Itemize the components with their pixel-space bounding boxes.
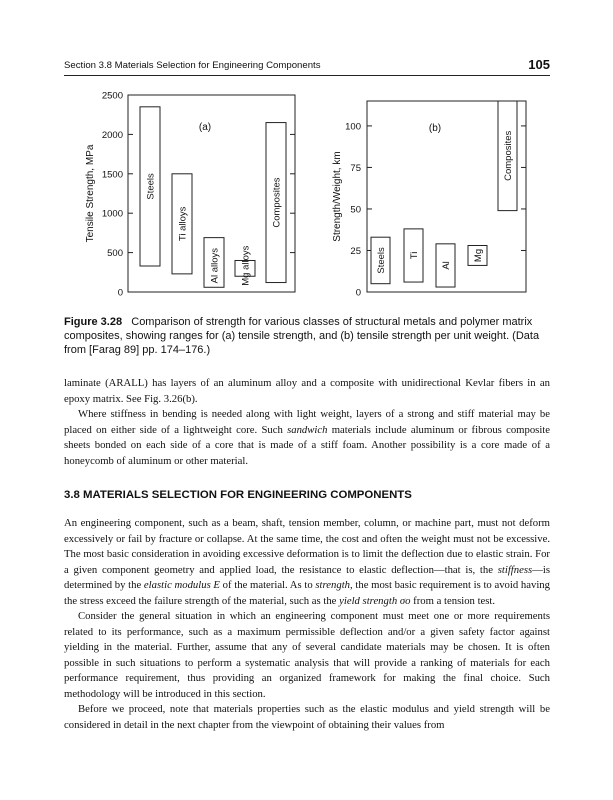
- bar-category-label: Mg: [473, 248, 484, 263]
- bar-category-label: Steels: [145, 173, 157, 200]
- paragraph-2-part-a: Where stiffness in bending is needed along with light weight, layers of a strong and stiff material may be placed on either side of a lightweight core. Such: [64, 408, 550, 436]
- chart-panel-b: [332, 101, 526, 299]
- y-tick-label: 25: [350, 245, 361, 257]
- bar-category-label: Al: [441, 261, 452, 270]
- emphasis-stiffness: stiffness: [497, 563, 533, 576]
- y-tick-label: 75: [350, 162, 361, 174]
- y-tick-label: 0: [355, 287, 361, 299]
- bar-category-label: Ti alloys: [177, 206, 189, 242]
- paragraph-3-part-c: of the material. As to: [219, 579, 316, 591]
- figure-caption: [64, 315, 550, 357]
- emphasis-yield-strength: yield strength σo: [339, 594, 411, 607]
- y-axis-label: Strength/Weight, km: [332, 151, 343, 242]
- body-text-bottom: [64, 516, 550, 733]
- panel-label: (b): [428, 123, 442, 134]
- paragraph-3: [64, 516, 550, 609]
- y-tick-label: 2000: [101, 129, 123, 141]
- paragraph-1: laminate (ARALL) has layers of an aluminum alloy and a composite with unidirectional Kevlar fibers in an epoxy matrix. See Fig. 3.26(b).: [64, 377, 550, 405]
- y-tick-label: 2500: [101, 90, 123, 102]
- bar-category-label: Al alloys: [209, 248, 221, 284]
- y-tick-label: 1500: [101, 169, 123, 181]
- bar-category-label: Mg alloys: [240, 245, 252, 286]
- bar-category-label: Composites: [503, 130, 514, 181]
- bar-category-label: Composites: [271, 177, 283, 228]
- y-tick-label: 50: [350, 204, 361, 216]
- chart-panel-a: [85, 91, 295, 299]
- section-heading: 3.8 MATERIALS SELECTION FOR ENGINEERING COMPONENTS: [64, 489, 412, 501]
- paragraph-3-part-e: from a tension test.: [410, 594, 496, 607]
- paragraph-2: [64, 407, 550, 469]
- figure-caption-text: Comparison of strength for various classes of structural metals and polymer matrix composites, showing ranges for (a) tensile strength, and (b) tensile strength per unit weight. (Data from [Farag 89] pp. 174–176.): [64, 316, 540, 356]
- page-number: 105: [528, 57, 550, 72]
- figure-3-28: [0, 0, 613, 310]
- emphasis-elastic-modulus: elastic modulus E: [143, 579, 220, 591]
- y-axis-label: Tensile Strength, MPa: [85, 144, 96, 243]
- panel-label: (a): [198, 122, 212, 133]
- bar-category-label: Ti: [409, 251, 420, 260]
- paragraph-3-part-b: —is determined by the: [64, 563, 550, 591]
- paragraph-4: Consider the general situation in which an engineering component must meet one or more requirements related to its performance, such as a maximum permissible deflection and/or a given safety factor against yielding in the material. Further, assume that any of several candidate materials may be chosen. It is often possible in such situations to perform a systematic analysis that will provide a ranking of materials for each performance requirement, thus providing an organized framework for making the final choice. Such methodology will be introduced in this section.: [64, 610, 550, 700]
- figure-label: Figure 3.28: [64, 316, 123, 328]
- y-tick-label: 0: [117, 287, 123, 299]
- running-header-title: Section 3.8 Materials Selection for Engineering Components: [64, 60, 321, 71]
- bar-category-label: Steels: [376, 247, 387, 274]
- body-text-top: [64, 376, 550, 469]
- paragraph-3-part-a: An engineering component, such as a beam, shaft, tension member, column, or machine part, must not deform excessively or fail by fracture or collapse. At the same time, the cost and often the weight must not be excessive. The most basic consideration in avoiding excessive deformation is to limit the deflection due to elastic strain. For a given component geometry and applied load, the resistance to elastic deflection—that is, the: [64, 517, 550, 576]
- emphasis-strength: strength: [315, 579, 351, 591]
- paragraph-5: Before we proceed, note that materials properties such as the elastic modulus and yield strength will be considered in detail in the next chapter from the viewpoint of obtaining their values from: [64, 703, 550, 731]
- paragraph-3-part-d: , the most basic requirement is to avoid having the stress exceed the failure strength of the material, such as the: [64, 579, 550, 607]
- emphasis-sandwich: sandwich: [287, 423, 328, 436]
- y-tick-label: 100: [345, 121, 361, 133]
- paragraph-2-part-b: materials include aluminum or fibrous composite sheets bonded on each side of a core that is made of a stiff foam. Another possibility is a core made of a honeycomb of aluminum or other material.: [64, 423, 551, 467]
- y-tick-label: 500: [107, 248, 123, 260]
- y-tick-label: 1000: [101, 208, 123, 220]
